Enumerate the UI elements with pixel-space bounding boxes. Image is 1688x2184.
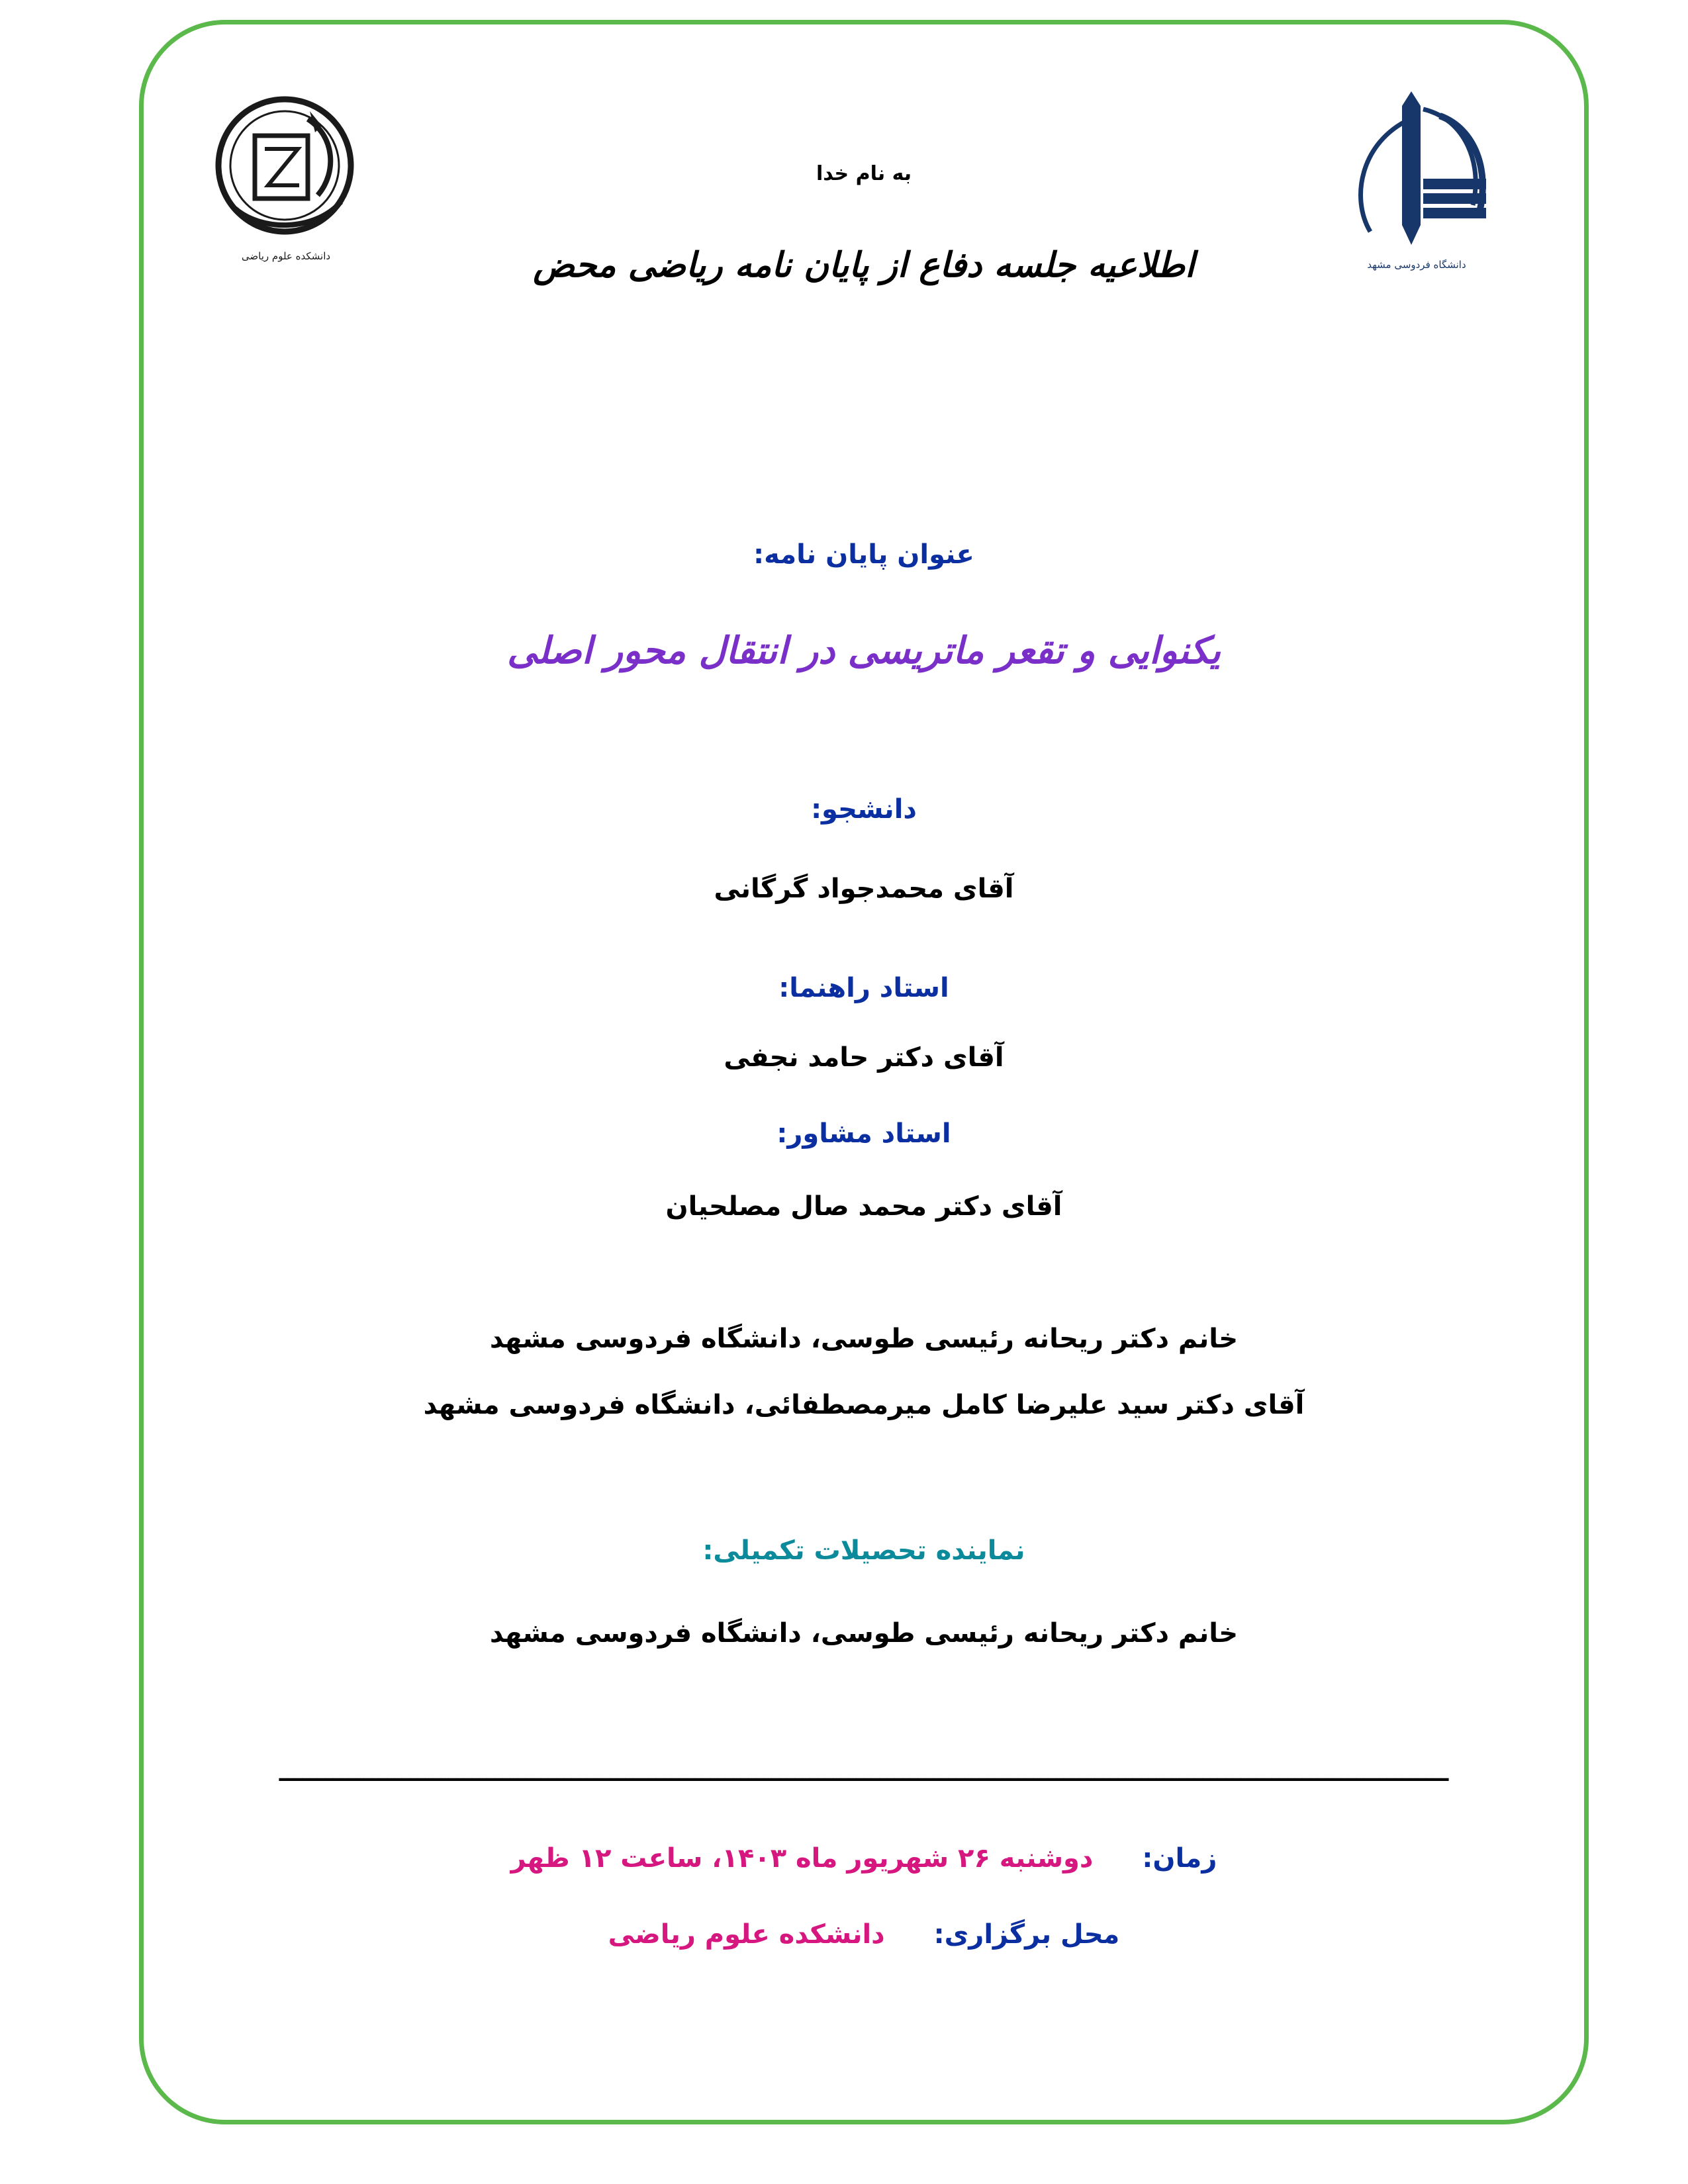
- thesis-title-value: یکنوایی و تقعر ماتریسی در انتقال محور اصلی: [507, 629, 1221, 672]
- referee-2: آقای دکتر سید علیرضا کامل میرمصطفائی، دانشگاه فردوسی مشهد: [423, 1390, 1305, 1420]
- place-value: دانشکده علوم ریاضی: [608, 1919, 885, 1950]
- referee-1: خانم دکتر ریحانه رئیسی طوسی، دانشگاه فردوسی مشهد: [489, 1324, 1239, 1354]
- supervisor-name: آقای دکتر حامد نجفی: [724, 1042, 1004, 1073]
- time-row: [172, 1843, 1556, 1874]
- time-value: دوشنبه ۲۶ شهریور ماه ۱۴۰۳، ساعت ۱۲ ظهر: [510, 1843, 1094, 1874]
- representative-label: نماینده تحصیلات تکمیلی:: [702, 1535, 1025, 1566]
- supervisor-label: استاد راهنما:: [778, 973, 949, 1003]
- svg-text:دانشگاه فردوسی مشهد: دانشگاه فردوسی مشهد: [1367, 259, 1466, 271]
- announcement-title: اطلاعیه جلسه دفاع از پایان نامه ریاضی محض: [533, 245, 1195, 285]
- section-divider: ــــــــــــــــــــــــــــــــــــــــــــــــــــــــــــــــــــــــــــــــــــــــــــــــــــــــــــــــــــــــــــــــــــــــــــــــــــــــ: [279, 1760, 1449, 1787]
- place-label: محل برگزاری:: [933, 1919, 1120, 1950]
- document-content: [172, 46, 1556, 2098]
- student-label: دانشجو:: [811, 794, 917, 825]
- student-name: آقای محمدجواد گرگانی: [714, 874, 1014, 904]
- time-label: زمان:: [1142, 1843, 1217, 1874]
- representative-name: خانم دکتر ریحانه رئیسی طوسی، دانشگاه فردوسی مشهد: [489, 1618, 1239, 1649]
- advisor-label: استاد مشاور:: [776, 1118, 951, 1149]
- thesis-title-label: عنوان پایان نامه:: [753, 539, 974, 570]
- place-row: [172, 1919, 1556, 1950]
- bismillah-text: به نام خدا: [816, 162, 912, 185]
- svg-text:دانشکده علوم ریاضی: دانشکده علوم ریاضی: [241, 250, 331, 262]
- advisor-name: آقای دکتر محمد صال مصلحیان: [665, 1191, 1062, 1222]
